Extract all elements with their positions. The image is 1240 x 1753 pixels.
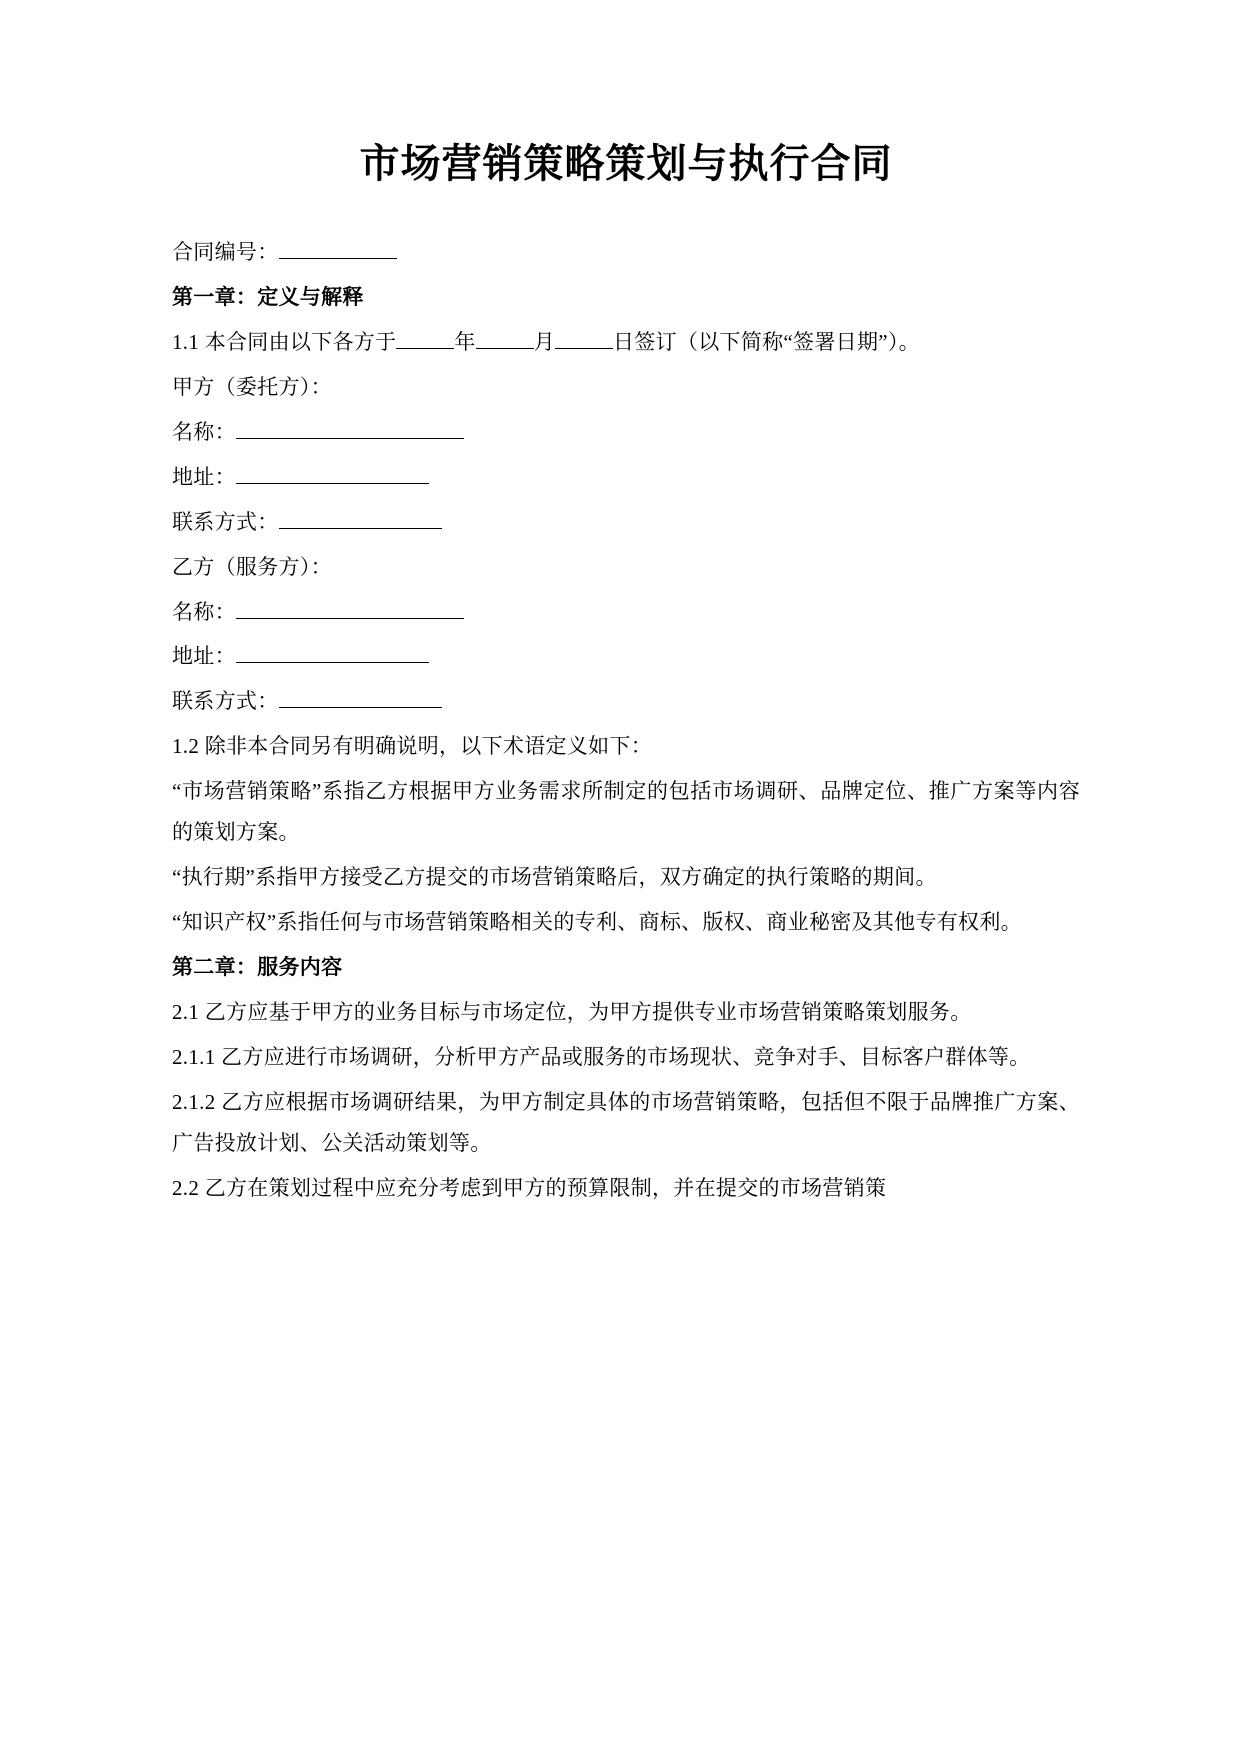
clause-1-1-prefix: 1.1 本合同由以下各方于: [172, 329, 397, 354]
party-a-name-blank[interactable]: [236, 438, 464, 439]
clause-2-1: 2.1 乙方应基于甲方的业务目标与市场定位，为甲方提供专业市场营销策略策划服务。: [172, 999, 972, 1024]
month-blank[interactable]: [476, 348, 534, 349]
party-a-address-blank[interactable]: [236, 483, 429, 484]
party-a-address-field: [172, 457, 1080, 498]
definition-execution-period: “执行期”系指甲方接受乙方提交的市场营销策略后，双方确定的执行策略的期间。: [172, 865, 937, 890]
clause-2-1-2: 2.1.2 乙方应根据市场调研结果，为甲方制定具体的市场营销策略，包括但不限于品牌推广方案、广告投放计划、公关活动策划等。: [172, 1089, 1080, 1155]
contract-number-line: [172, 232, 1080, 273]
party-b-contact-field: [172, 681, 1080, 722]
clause-2-2: 2.2 乙方在策划过程中应充分考虑到甲方的预算限制，并在提交的市场营销策: [172, 1175, 887, 1200]
party-b-address-blank[interactable]: [236, 662, 429, 663]
definition-intellectual-property: “知识产权”系指任何与市场营销策略相关的专利、商标、版权、商业秘密及其他专有权利。: [172, 910, 1022, 935]
clause-1-2: 1.2 除非本合同另有明确说明，以下术语定义如下：: [172, 734, 652, 759]
contract-number-blank[interactable]: [279, 258, 397, 259]
year-blank[interactable]: [396, 348, 454, 349]
party-b-name-blank[interactable]: [236, 618, 464, 619]
clause-1-1-mid2: 月: [533, 329, 556, 354]
party-a-heading: 甲方（委托方）：: [172, 374, 332, 399]
party-a-name-field: [172, 412, 1080, 453]
party-a-contact-label: 联系方式：: [172, 509, 279, 534]
party-b-name-field: [172, 592, 1080, 633]
party-b-heading: 乙方（服务方）：: [172, 554, 332, 579]
party-a-contact-blank[interactable]: [279, 528, 442, 529]
page-title: 市场营销策略策划与执行合同: [359, 141, 893, 186]
party-b-address-field: [172, 636, 1080, 677]
party-b-address-label: 地址：: [172, 644, 236, 669]
party-b-contact-label: 联系方式：: [172, 689, 279, 714]
clause-2-1-1: 2.1.1 乙方应进行市场调研，分析甲方产品或服务的市场现状、竞争对手、目标客户群体等。: [172, 1044, 1031, 1069]
chapter-1-heading: 第一章：定义与解释: [172, 284, 364, 309]
party-a-contact-field: [172, 502, 1080, 543]
party-a-address-label: 地址：: [172, 464, 236, 489]
clause-1-1-mid3: 日签订（以下简称“签署日期”）。: [613, 329, 920, 354]
contract-number-label: 合同编号：: [172, 240, 279, 264]
party-b-name-label: 名称：: [172, 599, 236, 624]
day-blank[interactable]: [555, 348, 613, 349]
clause-1-1: [172, 322, 1080, 363]
party-a-name-label: 名称：: [172, 419, 236, 444]
party-b-contact-blank[interactable]: [279, 707, 442, 708]
chapter-2-heading: 第二章：服务内容: [172, 955, 343, 979]
definition-marketing-strategy: “市场营销策略”系指乙方根据甲方业务需求所制定的包括市场调研、品牌定位、推广方案等内容的策划方案。: [172, 779, 1080, 845]
clause-1-1-mid1: 年: [454, 329, 476, 354]
